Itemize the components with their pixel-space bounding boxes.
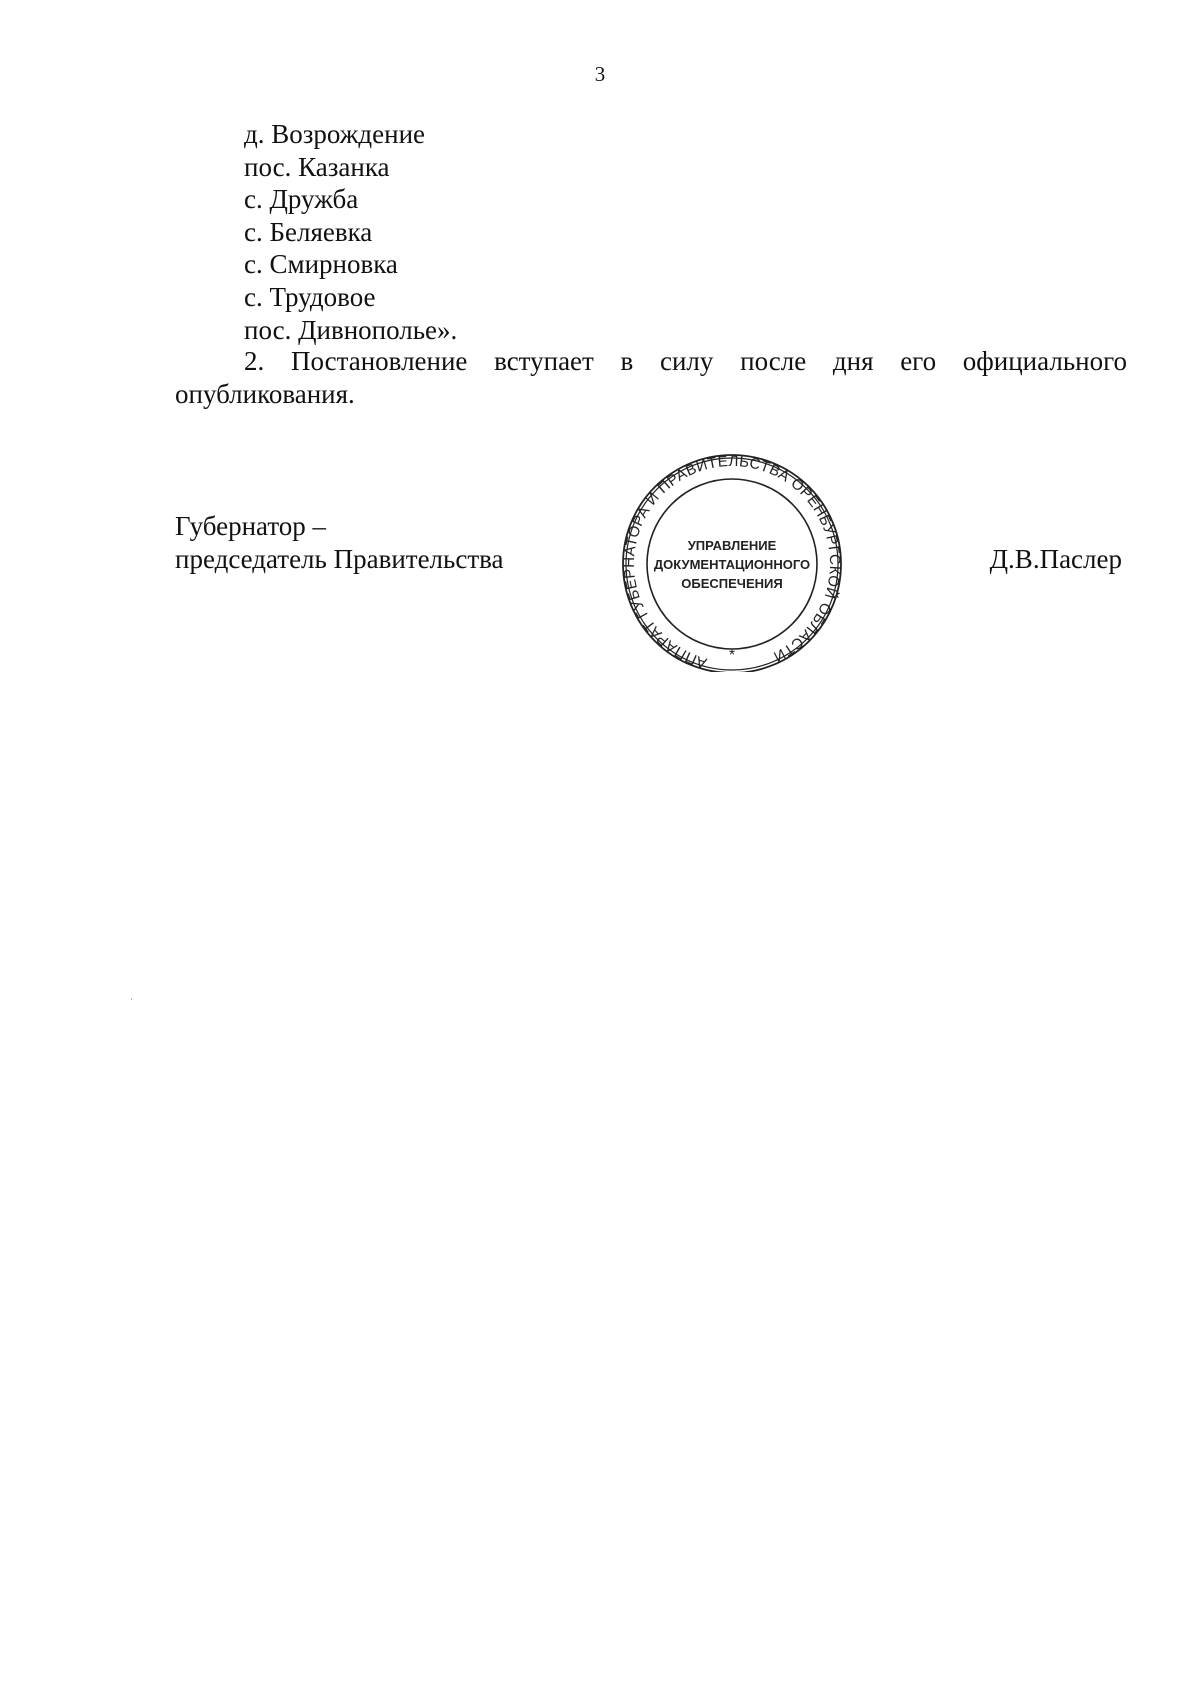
clause-2-paragraph: 2. Постановление вступает в силу после дня его официального опубликования.: [175, 346, 1127, 409]
list-item: с. Трудовое: [244, 281, 376, 312]
seal-center-line-1: УПРАВЛЕНИЕ: [687, 538, 777, 553]
seal-star: *: [728, 647, 736, 664]
seal-center-line-3: ОБЕСПЕЧЕНИЯ: [681, 576, 783, 591]
signatory-title-line-1: Губернатор –: [175, 511, 327, 541]
signatory-title-line-2: председатель Правительства: [175, 544, 504, 574]
list-item: д. Возрождение: [244, 119, 425, 149]
seal-outer-text: АППАРАТ ГУБЕРНАТОРА И ПРАВИТЕЛЬСТВА ОРЕНБУРГСКОЙ ОБЛАСТИ: [620, 452, 844, 672]
signatory-name: Д.В.Паслер: [989, 544, 1122, 574]
list-item: с. Беляевка: [244, 216, 373, 247]
page-number: 3: [594, 62, 606, 86]
seal-graphic: [620, 442, 844, 672]
official-seal: [620, 442, 844, 672]
list-item: с. Смирновка: [244, 249, 398, 280]
list-item: пос. Казанка: [244, 151, 390, 182]
seal-center-line-2: ДОКУМЕНТАЦИОННОГО: [653, 557, 811, 572]
settlement-list: [244, 118, 457, 346]
scan-speck: [131, 998, 132, 1000]
signatory-title: [175, 510, 504, 576]
list-item: пос. Дивнополье».: [244, 314, 458, 345]
list-item: с. Дружба: [244, 184, 359, 215]
